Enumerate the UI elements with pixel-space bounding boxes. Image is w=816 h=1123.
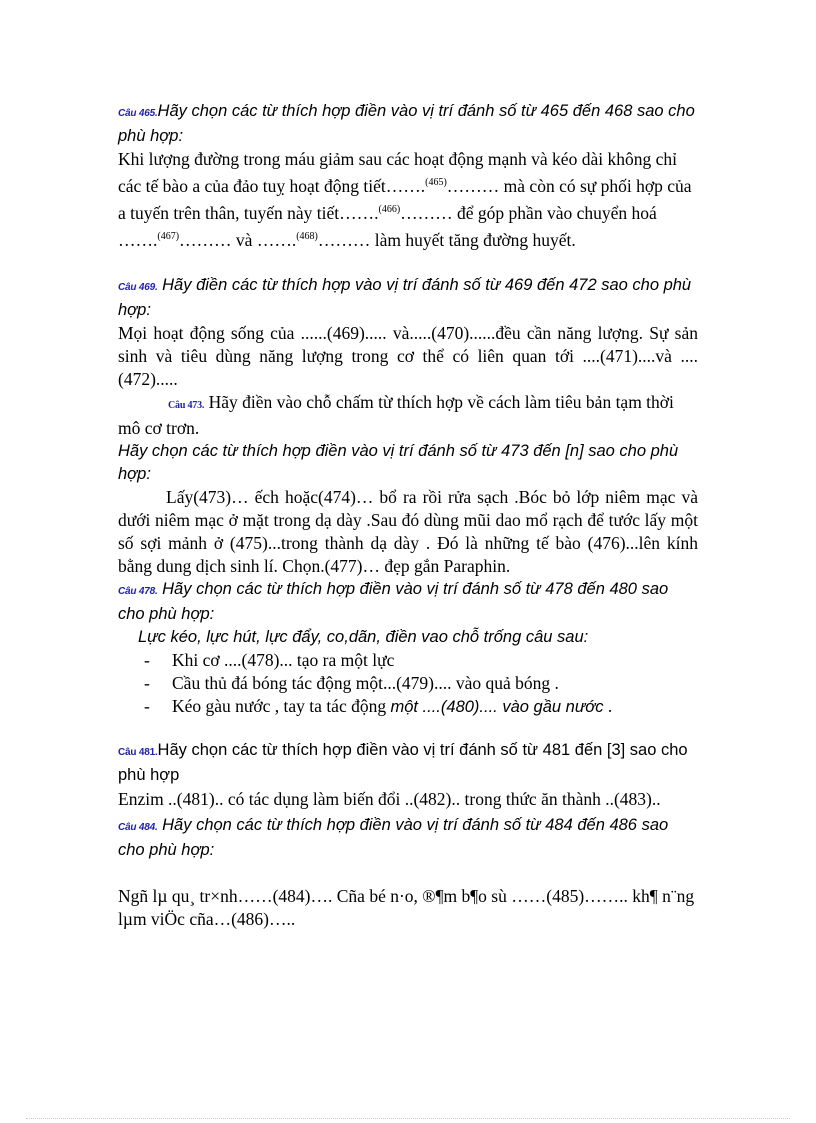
question-465 [118,100,698,251]
dash-icon: - [144,696,150,717]
question-intro [118,391,698,440]
question-number: Câu 484. [118,822,158,834]
question-title-text: Hãy chọn các từ thích hợp điền vào vị trí đánh số từ 465 đến 468 sao cho phù hợp: [118,102,695,145]
question-title [118,739,698,787]
question-body: Lấy(473)… ếch hoặc(474)… bổ ra rồi rửa sạch .Bóc bỏ lớp niêm mạc và dưới niêm mạc ở mặt trong dạ dày .Sau đó dùng mũi dao mổ rạch để tước lấy một số sợi mảnh ở (475)...trong thành dạ dày . Đó là những tế bào (476)...lên kính bằng dung dịch sinh lí. Chọn.(477)… đẹp gắn Paraphin. [118,487,698,577]
question-body: Mọi hoạt động sống của ......(469)..... và.....(470)......đều cần năng lượng. Sự sản sinh và tiêu dùng năng lượng trong cơ thể có liên quan tới ....(471)....và ....(472)..... [118,323,698,390]
question-title-text: Hãy điền các từ thích hợp vào vị trí đánh số từ 469 đến 472 sao cho phù hợp: [118,276,692,320]
body-text: ……… mà còn có sự phối hợp của a tuyến trên thân, tuyến này tiết……. [118,175,692,223]
question-number: Câu 473. [168,400,205,412]
list-item [144,672,698,695]
question-title [118,578,698,626]
question-number: Câu 465. [118,108,158,119]
body-text: ……… để góp phần vào chuyển hoá ……. [118,202,657,250]
question-subtitle: Lực kéo, lực hút, lực đẩy, co,dãn, điền vao chỗ trống câu sau: [138,628,589,647]
question-473 [118,391,698,578]
question-title [118,100,698,148]
list-item-text: Kéo gàu nước , tay ta tác động [172,696,391,717]
blank-number: (467) [157,230,180,242]
question-484 [118,814,698,931]
list-item-text: . [603,696,613,717]
list-item-text: Khi cơ ....(478)... tạo ra một lực [172,650,395,671]
question-469 [118,274,698,391]
blank-number: (468) [296,230,318,242]
body-text: Khi lượng đường trong máu giảm sau các hoạt động mạnh và kéo dài không chỉ các tế bào a của đảo tuỵ hoạt động tiết……. [118,149,677,196]
question-intro-text: Hãy điền vào chỗ chấm từ thích hợp về cách làm tiêu bản tạm thời mô cơ trơn. [118,392,674,439]
list-item [144,649,698,672]
question-body: Enzim ..(481).. có tác dụng làm biến đổi ..(482).. trong thức ăn thành ..(483).. [118,789,661,810]
page-bottom-divider [26,1118,790,1119]
document-page [118,100,698,931]
question-number: Câu 481. [118,747,158,759]
blank-number: (465) [425,177,447,188]
body-text: ……… và ……. [179,229,297,250]
question-title-text: Hãy chọn các từ thích hợp điền vào vị trí đánh số từ 481 đến [3] sao cho phù hợp [118,741,688,785]
bullet-list [118,649,698,719]
dash-icon: - [144,650,150,671]
list-item [144,695,698,719]
question-body: Ngñ lµ qu¸ tr×nh……(484)…. Cña bé n·o, ®¶m b¶o sù ……(485)…….. kh¶ n¨ng lµm viÖc cña…(486)….. [118,886,695,930]
question-title [118,814,698,862]
question-body [118,148,698,251]
list-item-italic-text: một ....(480).... vào gầu nước [390,698,604,717]
question-478 [118,578,698,719]
question-title: Hãy chọn các từ thích hợp điền vào vị trí đánh số từ 473 đến [n] sao cho phù hợp: [118,442,679,484]
dash-icon: - [144,673,150,694]
list-item-text: Cầu thủ đá bóng tác động một...(479).... vào quả bóng . [172,673,559,694]
question-title-text: Hãy chọn các từ thích hợp điền vào vị trí đánh số từ 484 đến 486 sao cho phù hợp: [118,816,669,860]
body-text: ……… làm huyết tăng đường huyết. [317,229,576,250]
question-number: Câu 478. [118,586,158,598]
question-title-text: Hãy chọn các từ thích hợp điền vào vị trí đánh số từ 478 đến 480 sao cho phù hợp: [118,580,669,624]
blank-number: (466) [378,203,401,215]
question-481 [118,739,698,812]
question-title [118,274,698,322]
question-number: Câu 469. [118,282,158,294]
